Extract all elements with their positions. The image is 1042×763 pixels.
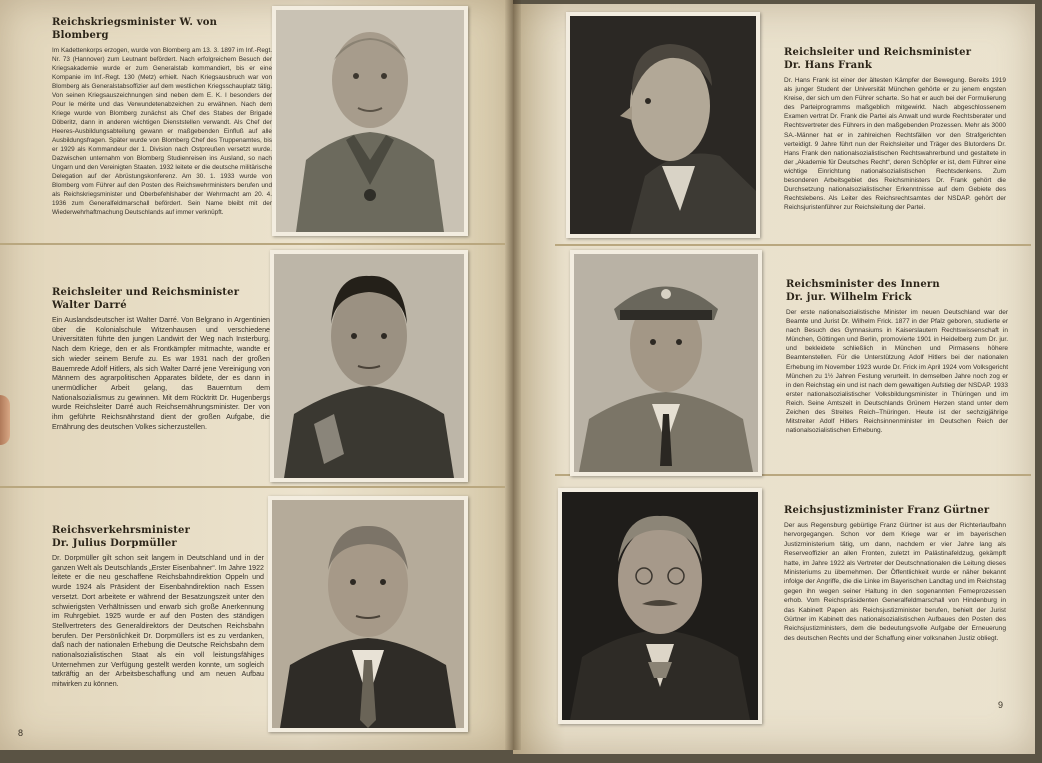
entry-darre <box>52 286 270 432</box>
portrait-image <box>274 254 464 478</box>
entry-frick <box>786 278 1008 435</box>
portrait-image <box>570 16 756 234</box>
entry-text: Der erste nationalsozialistische Minister im neuen Deutschland war der Beamte und Jurist Dr. Wilhelm Frick. 1877 in der Pfalz geboren, studierte er nach Besuch des Gymnasiums in Kaiserslautern Rechtswissenschaft in München, Göttingen und Berlin, promovierte 1901 in Heidelberg zum Dr. jur. und bekleidete schließlich in München und Pirmasens höhere Beamtenstellen. Für die Unterstützung Adolf Hitlers bei der nationalen Erhebung im November 1923 wurde Dr. Frick im April 1924 vom Volksgericht München zu 1½ Jahren Festung verurteilt. In demselben Jahre noch zog er in den Reichstag ein und ist nach dem gewaltigen Aufstieg der NSDAP. 1933 erster nationalsozialistischer Volksbildungsminister in Thüringen und im Reich. Seine Amtszeit in Deutschlands Grünem Herzen stand unter dem Zeichen des Streites Reich–Thüringen. Heute ist der sechzigjährige Mitstreiter Adolf Hitlers Reichsinnenminister im Deutschen Reich der nationalsozialistischen Erhebung. <box>786 309 1008 435</box>
entry-dorpmueller <box>52 524 264 690</box>
entry-heading: Reichskriegsminister W. von Blomberg <box>52 17 218 41</box>
thumb <box>0 395 10 445</box>
portrait-image <box>562 492 758 720</box>
entry-text: Dr. Dorpmüller gilt schon seit langem in Deutschland und in der ganzen Welt als Deutschlands „Erster Eisenbahner“. Im Jahre 1922 leitete er die neu geschaffene Reichsbahndirektion Oppeln und wurde 1924 als Präsident der Eisenbahndirektion nach Essen versetzt. Dort arbeitete er während der Besatzungszeit unter den schwierigsten Verhältnissen und erwarb sich große Anerkennung im Ruhrgebiet. 1925 wurde er auf den Posten des ständigen Stellvertreters des Generaldirektors der Deutschen Reichsbahn berufen. Der Persönlichkeit Dr. Dorpmüllers ist es zu verdanken, daß nach der nationalen Erhebung die Deutsche Reichsbahn dem nationalsozialistischen Staat als ein voll leistungsfähiges Unternehmen zur Verfügung gestellt werden konnte, um sogleich tatkräftig an der Arbeitsbeschaffung und am neuen Aufbau mitwirken zu können. <box>52 554 265 689</box>
entry-text: Ein Auslandsdeutscher ist Walter Darré. Von Belgrano in Argentinien über die Kolonialschule Witzenhausen und verschiedene Universitäten führte den jungen Landwirt der Weg nach Insterburg. Nach dem Kriege, den er als Frontkämpfer mitmachte, wandte er sich wieder seinem Berufe zu. Es war 1931 nach der großen Bauernrede Adolf Hitlers, als sich Walter Darré jene Vereinigung von Männern des agrarpolitischen Apparates bildete, der es dann in unermüdlicher Arbeit gelang, das Bauerntum dem Nationalsozialismus zu gewinnen. Mit dem Rücktritt Dr. Hugenbergs wurde Reichsleiter Darré auch Reichsernährungsminister. Der von ihm geführte Reichsnährstand dient der großen Aufgabe, die Ernährung des deutschen Volkes sicherzustellen. <box>52 316 270 431</box>
portrait-photo <box>558 488 762 724</box>
entry-name: Dr. Hans Frank <box>784 60 872 71</box>
portrait-photo <box>566 12 760 238</box>
portrait-photo <box>270 250 468 482</box>
book-gutter <box>505 0 521 750</box>
entry-name: Dr. jur. Wilhelm Frick <box>786 292 912 303</box>
entry-guertner <box>784 504 1006 643</box>
portrait-image <box>574 254 758 472</box>
entry-name: Walter Darré <box>52 300 127 311</box>
portrait-photo <box>570 250 762 476</box>
entry-frank <box>784 46 1006 212</box>
entry-heading: Reichsleiter und Reichsminister <box>784 47 972 58</box>
portrait-image <box>272 500 464 728</box>
entry-heading: Reichsleiter und Reichsminister <box>52 287 240 298</box>
entry-text: Im Kadettenkorps erzogen, wurde von Blomberg am 13. 3. 1897 im Inf.-Regt. Nr. 73 (Hannover) zum Leutnant befördert. Nach erfolgreichem Besuch der Kriegsakademie wurde er zum Generalstab kommandiert, bis er eine Kompanie im Inf.-Regt. 130 (Metz) erhielt. Nach Kriegsausbruch war von Blomberg als Generalstabsoffizier auf dem westlichen Kriegsschauplatz tätig. Von seinen Kriegsauszeichnungen sind neben dem E. K. I besonders der Pour le mérite und das Verwundetenabzeichen zu erwähnen. Nach dem Kriege wurde von Blomberg zunächst als Chef des Stabes der Brigade Döberitz, dann in anderen wichtigen Dienststellen verwandt. Als Chef der Heeres-Ausbildungsabteilung gewann er maßgebenden Einfluß auf alle Ausbildungsfragen. Später wurde von Blomberg Chef des Truppenamtes, bis er 1929 als Kommandeur der 1. Division nach Ostpreußen versetzt wurde. Dazwischen unternahm von Blomberg Studienreisen ins Ausland, so nach Ungarn und den Vereinigten Staaten. 1932 leitete er die deutsche militärische Delegation auf der Abrüstungskonferenz. Am 30. 1. 1933 wurde von Blomberg vom Führer auf den Posten des Reichswehrministers berufen und als Reichskriegsminister und Oberbefehlshaber der Wehrmacht am 20. 4. 1936 zum Generalfeldmarschall befördert. Sein Name bleibt mit der Wiederwehrhaftmachung Deutschlands auf immer verknüpft. <box>52 47 272 216</box>
entry-blomberg <box>52 16 272 217</box>
entry-text: Der aus Regensburg gebürtige Franz Gürtner ist aus der Richterlaufbahn hervorgegangen. Schon vor dem Kriege war er im bayerischen Justizministerium tätig, um dann, nachdem er vier Jahre lang als Reserveoffizier an allen Fronten, zuletzt im Palästinafeldzug, gekämpft hatte, im Jahre 1922 als Vertreter der Deutschnationalen die Leitung dieses Ministeriums zu übernehmen. Der Öffentlichkeit wurde er näher bekannt infolge der Angriffe, die die Linke im Bayerischen Landtag und im Reichstag gegen ihn wegen seiner Haltung in den sogenannten Femeprozessen erhob. Vom Reichspräsidenten Generalfeldmarschall von Hindenburg in das Kabinett Papen als Reichsjustizminister berufen, behielt der Jurist Gürtner im Kabinett des nationalsozialistischen Aufbaues den Posten des Reichsjustizministers, dem die bedeutungsvolle Aufgabe der Erneuerung des deutschen Rechts und der Schaffung einer volksnahen Justiz obliegt. <box>784 522 1006 642</box>
entry-name: Dr. Julius Dorpmüller <box>52 538 177 549</box>
entry-text: Dr. Hans Frank ist einer der ältesten Kämpfer der Bewegung. Bereits 1919 als junger Student der Universität München gehörte er zu jenem engsten Kreise, der sich um den Führer scharte. So hat er auch bei der Formulierung des Parteiprogramms maßgeblich mitgewirkt. Nach abgeschlossenem Examen vertrat Dr. Frank die Partei als Anwalt und wurde Rechtsberater und Rechtsvertreter des Führers in den maßgebenden Prozessen. Mehr als 3000 SA.-Männer hat er in zahlreichen Rechtsfällen vor den Strafgerichten verteidigt. 9 Jahre führt nun der Reichsleiter und Träger des Blutordens Dr. Hans Frank den nationalsozialistischen Rechtswahrerbund und gestaltete in der „Akademie für Deutsches Recht“, deren Schöpfer er ist, dem Führer eine wichtige Einrichtung nationalsozialistischen Rechtsdenkens. Zum besonderen Arbeitsgebiet des Reichsministers Dr. Frank gehört die Durchsetzung nationalsozialistischer Erkenntnisse auf dem Gebiete des Rechtslebens. Als Leiter des Reichsrechtsamtes der NSDAP. gehört der Reichsjuristenführer zur Reichsleitung der Partei. <box>784 77 1006 212</box>
divider <box>555 244 1031 246</box>
portrait-image <box>276 10 464 232</box>
entry-heading: Reichsjustizminister Franz Gürtner <box>784 505 990 516</box>
entry-heading: Reichsminister des Innern <box>786 279 940 290</box>
page-number: 9 <box>998 700 1004 710</box>
portrait-photo <box>272 6 468 236</box>
divider <box>0 243 505 245</box>
portrait-photo <box>268 496 468 732</box>
page-number: 8 <box>18 728 24 738</box>
divider <box>0 486 505 488</box>
entry-heading: Reichsverkehrsminister <box>52 525 191 536</box>
